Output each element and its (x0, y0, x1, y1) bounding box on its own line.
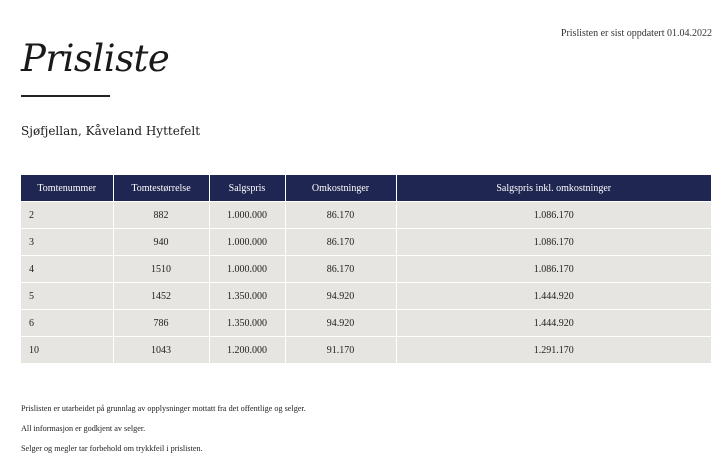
table-row (21, 256, 711, 283)
table-row (21, 202, 711, 229)
cell-salgspris: 1.000.000 (209, 256, 285, 283)
page-title: Prisliste (21, 37, 170, 80)
table-row (21, 337, 711, 364)
column-header-tomtestorrelse: Tomtestørrelse (113, 175, 209, 202)
cell-salgspris: 1.350.000 (209, 283, 285, 310)
cell-salgspris: 1.000.000 (209, 202, 285, 229)
table-row (21, 310, 711, 337)
last-updated-text: Prislisten er sist oppdatert 01.04.2022 (560, 28, 712, 39)
project-subtitle: Sjøfjellan, Kåveland Hyttefelt (21, 124, 201, 138)
table-row (21, 283, 711, 310)
cell-tomtestorrelse: 1043 (113, 337, 209, 364)
column-header-salgspris: Salgspris (209, 175, 285, 202)
cell-tomtestorrelse: 940 (113, 229, 209, 256)
table-row (21, 229, 711, 256)
title-underline (21, 95, 110, 97)
note-reservation: Selger og megler tar forbehold om trykkfeil i prislisten. (21, 444, 203, 453)
price-table (21, 175, 711, 363)
cell-tomtestorrelse: 1452 (113, 283, 209, 310)
disclaimer-notes (21, 404, 306, 464)
cell-tomtestorrelse: 882 (113, 202, 209, 229)
cell-salgspris: 1.350.000 (209, 310, 285, 337)
cell-salgspris-inkl: 1.086.170 (396, 256, 711, 283)
cell-tomtenummer: 4 (21, 256, 113, 283)
cell-salgspris: 1.200.000 (209, 337, 285, 364)
cell-tomtestorrelse: 1510 (113, 256, 209, 283)
cell-omkostninger: 94.920 (285, 283, 396, 310)
cell-omkostninger: 86.170 (285, 202, 396, 229)
column-header-tomtenummer: Tomtenummer (21, 175, 113, 202)
cell-tomtenummer: 10 (21, 337, 113, 364)
cell-salgspris-inkl: 1.444.920 (396, 283, 711, 310)
cell-omkostninger: 91.170 (285, 337, 396, 364)
table-header-row (21, 175, 711, 202)
cell-tomtenummer: 3 (21, 229, 113, 256)
cell-salgspris-inkl: 1.291.170 (396, 337, 711, 364)
cell-omkostninger: 86.170 (285, 229, 396, 256)
note-source: Prislisten er utarbeidet på grunnlag av opplysninger mottatt fra det offentlige og selger. (21, 404, 306, 413)
cell-salgspris-inkl: 1.086.170 (396, 229, 711, 256)
cell-tomtenummer: 6 (21, 310, 113, 337)
cell-omkostninger: 86.170 (285, 256, 396, 283)
column-header-omkostninger: Omkostninger (285, 175, 396, 202)
column-header-salgspris-inkl: Salgspris inkl. omkostninger (396, 175, 711, 202)
cell-salgspris-inkl: 1.444.920 (396, 310, 711, 337)
cell-omkostninger: 94.920 (285, 310, 396, 337)
cell-tomtenummer: 2 (21, 202, 113, 229)
note-approval: All informasjon er godkjent av selger. (21, 424, 146, 433)
cell-salgspris-inkl: 1.086.170 (396, 202, 711, 229)
cell-tomtenummer: 5 (21, 283, 113, 310)
cell-tomtestorrelse: 786 (113, 310, 209, 337)
cell-salgspris: 1.000.000 (209, 229, 285, 256)
